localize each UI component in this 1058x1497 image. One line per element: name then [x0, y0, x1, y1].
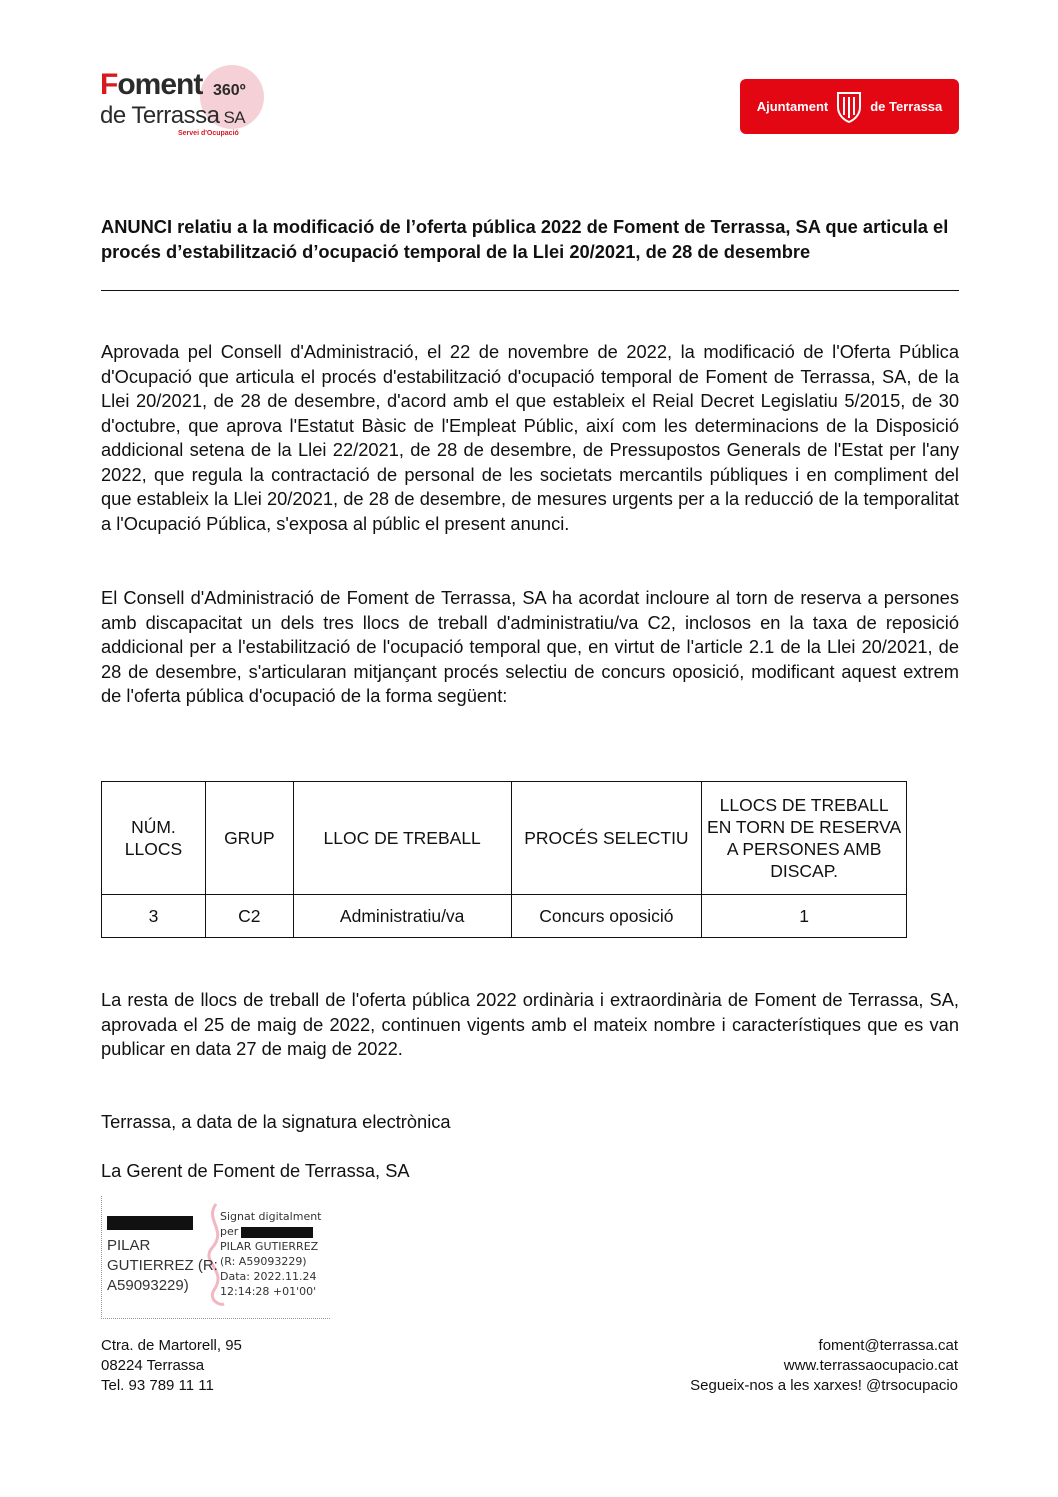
signature-per-label: per: [220, 1225, 239, 1238]
foment-logo-line1: [100, 70, 202, 100]
document-title: ANUNCI relatiu a la modificació de l’oferta pública 2022 de Foment de Terrassa, SA que articula el procés d’estabilització d’ocupació temporal de la Llei 20/2021, de 28 de desembre: [101, 216, 949, 262]
signature-name-line: PILAR: [107, 1237, 151, 1254]
table-header-cell: PROCÉS SELECTIU: [511, 782, 702, 895]
coat-of-arms-icon: [836, 91, 862, 123]
footer-address-line: Ctra. de Martorell, 95: [101, 1337, 242, 1354]
foment-logo-360: 360º: [213, 82, 246, 99]
foment-logo-sa: SA: [223, 108, 246, 127]
table-cell: C2: [205, 895, 293, 938]
table-header-row: [102, 782, 907, 895]
table-header-cell: LLOC DE TREBALL: [293, 782, 511, 895]
footer-address: [101, 1336, 242, 1396]
signature-name-line: GUTIERREZ (R:: [107, 1257, 218, 1274]
foment-logo-line2: [100, 104, 245, 128]
title-divider: [101, 290, 959, 291]
signature-name-block: [107, 1236, 218, 1296]
foment-logo-subtitle: Servei d'Ocupació: [178, 130, 239, 137]
table-header-cell: GRUP: [205, 782, 293, 895]
signature-detail-line: Signat digitalment: [220, 1210, 322, 1223]
footer-contact: [560, 1336, 958, 1396]
ajuntament-logo-right: de Terrassa: [870, 99, 943, 114]
ajuntament-logo-left: Ajuntament: [756, 99, 829, 114]
ajuntament-logo: [740, 79, 959, 134]
signature-name-line: A59093229): [107, 1277, 189, 1294]
table-cell: Concurs oposició: [511, 895, 702, 938]
signature-details-block: [220, 1209, 322, 1299]
table-cell: 3: [102, 895, 206, 938]
footer-phone: Tel. 93 789 11 11: [101, 1377, 214, 1394]
paragraph-signatory: La Gerent de Foment de Terrassa, SA: [101, 1160, 410, 1181]
redaction-bar: [241, 1227, 313, 1238]
signature-detail-line: (R: A59093229): [220, 1255, 307, 1268]
paragraph-approval: Aprovada pel Consell d'Administració, el 22 de novembre de 2022, la modificació de l'Oferta Pública d'Ocupació que articula el procés d'estabilització d'ocupació temporal de Foment de Terrassa, SA, de la Llei 20/2021, de 28 de desembre, d'acord amb el que estableix el Reial Decret Legislatiu 5/2015, de 30 d'octubre, que aprova l'Estatut Bàsic de l'Empleat Públic, així com les determinacions de la Disposició addicional setena de la Llei 22/2021, de 28 de desembre, de Pressupostos Generals de l'Estat per l'any 2022, que regula la contractació de personal de les societats mercantils públiques i en compliment del que estableix la Llei 20/2021, de 28 de desembre, de mesures urgents per a la reducció de la temporalitat a l'Ocupació Pública, s'exposa al públic el present anunci.: [101, 341, 959, 534]
foment-logo-initial: F: [100, 68, 118, 101]
signature-detail-line: Data: 2022.11.24: [220, 1270, 317, 1283]
table-cell: 1: [702, 895, 907, 938]
signature-detail-line: 12:14:28 +01'00': [220, 1285, 317, 1298]
table-header-cell: LLOCS DE TREBALL EN TORN DE RESERVA A PERSONES AMB DISCAP.: [702, 782, 907, 895]
redaction-bar: [107, 1216, 193, 1230]
footer-social: Segueix-nos a les xarxes! @trsocupacio: [690, 1377, 958, 1394]
signature-detail-line: PILAR GUTIERREZ: [220, 1240, 319, 1253]
footer-web-link[interactable]: www.terrassaocupacio.cat: [783, 1357, 958, 1374]
paragraph-date: Terrassa, a data de la signatura electrònica: [101, 1111, 451, 1132]
table-header-cell: NÚM. LLOCS: [102, 782, 206, 895]
paragraph-remaining: La resta de llocs de treball de l'oferta pública 2022 ordinària i extraordinària de Foment de Terrassa, SA, aprovada el 25 de maig de 2022, continuen vigents amb el mateix nombre i característiques que es van publicar en data 27 de maig de 2022.: [101, 989, 959, 1059]
paragraph-reserve: El Consell d'Administració de Foment de Terrassa, SA ha acordat incloure al torn de reserva a persones amb discapacitat un dels tres llocs de treball d'administratiu/va C2, inclosos en la taxa de reposició addicional per a l'estabilització de l'ocupació temporal que, en virtut de l'article 2.1 de la Llei 20/2021, de 28 de desembre, s'articularan mitjançant procés selectiu de concurs oposició, modificant aquest extrem de l'oferta pública d'ocupació de la forma següent:: [101, 587, 959, 706]
table-row: [102, 895, 907, 938]
foment-logo-terrassa: de Terrassa: [100, 102, 220, 129]
foment-logo-rest: oment: [117, 68, 203, 101]
footer-address-line: 08224 Terrassa: [101, 1357, 205, 1374]
footer-email-link[interactable]: foment@terrassa.cat: [818, 1337, 958, 1354]
table-cell: Administratiu/va: [293, 895, 511, 938]
signature-detail-line: [220, 1224, 322, 1239]
job-offer-table: [101, 781, 907, 938]
